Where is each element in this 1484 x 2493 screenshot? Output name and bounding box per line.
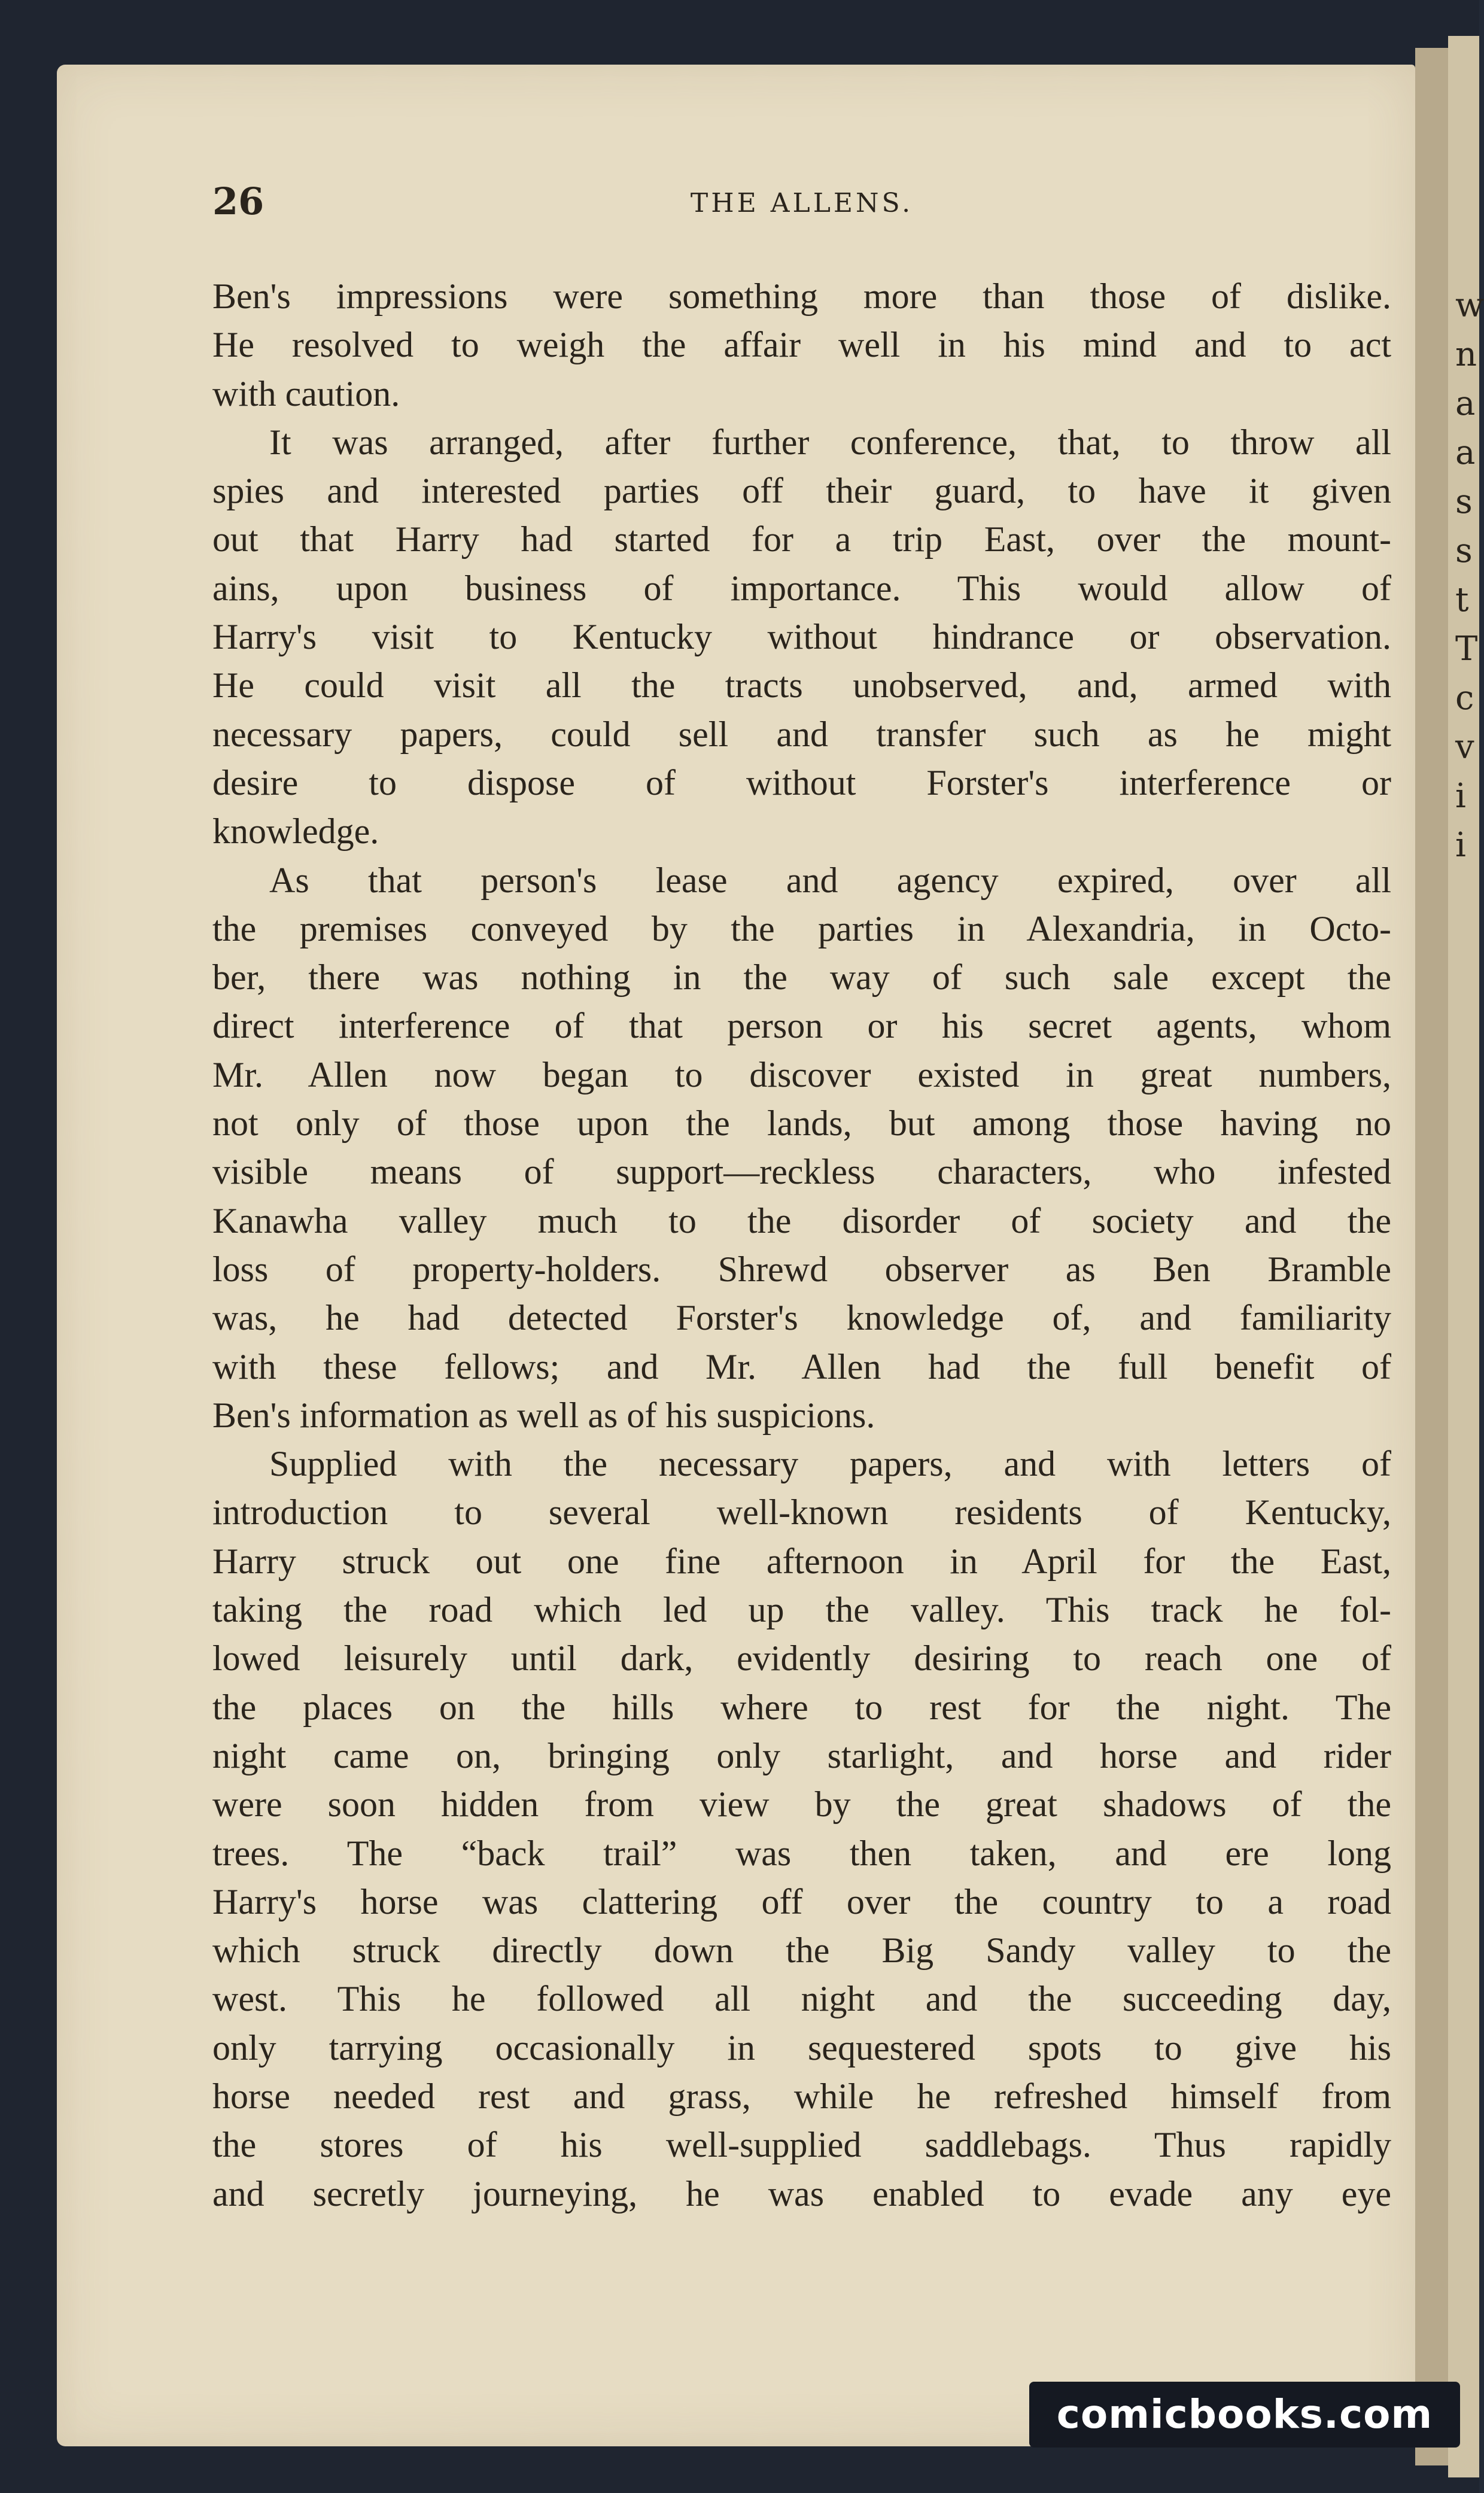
text-line: west. This he followed all night and the succeeding day, — [212, 1979, 1391, 2019]
running-head: THE ALLENS. — [690, 188, 914, 218]
text-line: desire to dispose of without Forster's interference or — [212, 762, 1391, 802]
text-line: visible means of support—reckless characters, who infested — [212, 1152, 1391, 1192]
text-line: Harry's visit to Kentucky without hindrance or observation. — [212, 617, 1391, 657]
text-line: night came on, bringing only starlight, and horse and rider — [212, 1735, 1391, 1775]
adjacent-page-text — [1455, 281, 1484, 870]
text-line: It was arranged, after further conference, that, to throw all — [269, 422, 1391, 462]
text-line: Supplied with the necessary papers, and with letters of — [269, 1444, 1391, 1484]
adjacent-page-letter: s — [1455, 482, 1473, 521]
text-line: with caution. — [212, 373, 400, 414]
text-line: loss of property-holders. Shrewd observer as Ben Bramble — [212, 1249, 1391, 1289]
text-line: Mr. Allen now began to discover existed in great numbers, — [212, 1054, 1391, 1095]
text-line: Ben's impressions were something more than those of dislike. — [212, 276, 1391, 316]
text-line: which struck directly down the Big Sandy valley to the — [212, 1930, 1391, 1971]
page-header — [212, 180, 1391, 227]
text-line: spies and interested parties off their guard, to have it given — [212, 471, 1391, 511]
text-line: lowed leisurely until dark, evidently desiring to reach one of — [212, 1638, 1391, 1679]
text-line: the premises conveyed by the parties in Alexandria, in Octo- — [212, 908, 1391, 948]
text-line: Harry struck out one fine afternoon in April for the East, — [212, 1541, 1391, 1581]
text-line: He could visit all the tracts unobserved, and, armed with — [212, 665, 1391, 706]
text-line: introduction to several well-known residents of Kentucky, — [212, 1492, 1391, 1533]
text-line: He resolved to weigh the affair well in his mind and to act — [212, 325, 1391, 365]
page-gutter — [1415, 48, 1448, 2465]
body-text — [212, 272, 1391, 2218]
site-watermark: comicbooks.com — [1029, 2382, 1460, 2448]
text-line: the stores of his well-supplied saddlebags. Thus rapidly — [212, 2125, 1391, 2165]
text-line: knowledge. — [212, 811, 379, 852]
adjacent-page-letter: c — [1455, 679, 1474, 718]
adjacent-page-letter: t — [1455, 580, 1469, 619]
adjacent-page-letter: T — [1455, 630, 1478, 668]
text-line: Ben's information as well as of his suspicions. — [212, 1395, 875, 1435]
text-line: Kanawha valley much to the disorder of society and the — [212, 1200, 1391, 1241]
text-line: ber, there was nothing in the way of such sale except the — [212, 957, 1391, 998]
text-line: only tarrying occasionally in sequestered spots to give his — [212, 2027, 1391, 2068]
text-line: and secretly journeying, he was enabled to evade any eye — [212, 2173, 1391, 2214]
text-line: were soon hidden from view by the great shadows of the — [212, 1784, 1391, 1825]
adjacent-page-letter: a — [1455, 384, 1476, 423]
text-line: not only of those upon the lands, but among those having no — [212, 1103, 1391, 1144]
text-line: the places on the hills where to rest for the night. The — [212, 1687, 1391, 1727]
adjacent-page-letter: v — [1455, 728, 1474, 767]
adjacent-page-letter: s — [1455, 531, 1473, 570]
adjacent-page-letter: i — [1455, 777, 1466, 816]
text-line: horse needed rest and grass, while he refreshed himself from — [212, 2076, 1391, 2116]
text-line: necessary papers, could sell and transfer such as he might — [212, 714, 1391, 754]
adjacent-page-letter: n — [1455, 335, 1477, 374]
text-line: Harry's horse was clattering off over the country to a road — [212, 1881, 1391, 1922]
text-line: trees. The “back trail” was then taken, and ere long — [212, 1833, 1391, 1873]
adjacent-page-letter: a — [1455, 433, 1476, 472]
adjacent-page-letter: i — [1455, 826, 1466, 865]
text-line: direct interference of that person or his secret agents, whom — [212, 1006, 1391, 1046]
text-line: As that person's lease and agency expired, over all — [269, 860, 1391, 900]
text-line: was, he had detected Forster's knowledge of, and familiarity — [212, 1298, 1391, 1338]
page-number: 26 — [212, 180, 264, 223]
text-line: with these fellows; and Mr. Allen had the full benefit of — [212, 1346, 1391, 1387]
adjacent-page-letter: w — [1455, 286, 1484, 325]
text-line: out that Harry had started for a trip East, over the mount- — [212, 519, 1391, 560]
text-line: ains, upon business of importance. This would allow of — [212, 568, 1391, 608]
text-line: taking the road which led up the valley. This track he fol- — [212, 1590, 1391, 1630]
